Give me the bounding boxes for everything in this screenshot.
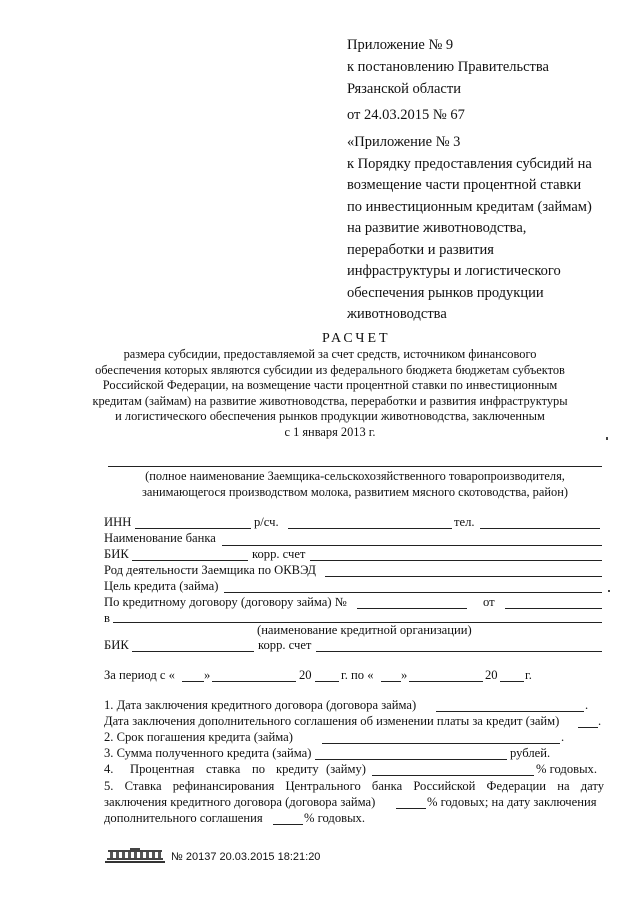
- corr-account2-label: корр. счет: [258, 638, 312, 652]
- appendix-9-line: к постановлению Правительства: [347, 59, 549, 75]
- appendix-3-line: возмещение части процентной ставки: [347, 177, 582, 193]
- scan-mark: [608, 590, 610, 592]
- item-5-line-1: 5. Ставка рефинансирования Центрального банка Российской Федерации на дату: [104, 779, 604, 793]
- appendix-3-line: «Приложение № 3: [347, 134, 461, 150]
- subtitle-line: обеспечения которых являются субсидии из федерального бюджета бюджетам субъектов: [95, 362, 565, 377]
- item-4-word: кредиту: [276, 762, 319, 776]
- bik-label: БИК: [104, 547, 129, 561]
- item-5-line-2b: % годовых; на дату заключения: [427, 795, 597, 809]
- item-4-word: (займу): [326, 762, 366, 776]
- item-5-line-3a: дополнительного соглашения: [104, 811, 263, 825]
- item-1b-field[interactable]: [578, 727, 598, 728]
- item-5-agreement-rate-field[interactable]: [273, 824, 303, 825]
- appendix-9-date: от 24.03.2015 № 67: [347, 107, 465, 123]
- item-4-num: 4.: [104, 762, 114, 776]
- borrower-note-line: (полное наименование Заемщика-сельскохозяйственного товаропроизводителя,: [145, 469, 565, 483]
- bank-name-field[interactable]: [222, 545, 602, 546]
- subtitle-line: кредитам (займам) на развитие животноводства, переработки и развития инфраструктуры: [92, 393, 568, 408]
- appendix-3-line: по инвестиционным кредитам (займам): [347, 198, 592, 215]
- credit-org-note: (наименование кредитной организации): [257, 623, 472, 637]
- document-subtitle: [60, 347, 600, 440]
- appendix-3-line: на развитие животноводства,: [347, 220, 527, 236]
- bik-field[interactable]: [132, 560, 248, 561]
- registration-stamp: № 20137 20.03.2015 18:21:20: [171, 851, 321, 863]
- okved-label: Род деятельности Заемщика по ОКВЭД: [104, 563, 316, 577]
- credit-purpose-label: Цель кредита (займа): [104, 579, 219, 593]
- period-start-year-field[interactable]: [315, 681, 339, 682]
- subtitle-line: Российской Федерации, на возмещение части процентной ставки по инвестиционным: [102, 378, 558, 392]
- item-3-label: 3. Сумма полученного кредита (займа): [104, 746, 312, 760]
- item-4-field[interactable]: [372, 775, 534, 776]
- item-5-line-2a: заключения кредитного договора (договора займа): [104, 795, 376, 809]
- appendix-3-block: [347, 132, 592, 326]
- item-1-label: 1. Дата заключения кредитного договора (договора займа): [104, 698, 417, 712]
- item-2-label: 2. Срок погашения кредита (займа): [104, 730, 293, 744]
- account-label: р/сч.: [254, 515, 279, 529]
- item-2-end: .: [561, 730, 565, 744]
- inn-label: ИНН: [104, 515, 132, 529]
- period-start-day-field[interactable]: [182, 681, 204, 682]
- item-4-word: ставка: [206, 762, 241, 776]
- appendix-9-line: Рязанской области: [347, 81, 461, 97]
- borrower-name-field[interactable]: [108, 466, 602, 467]
- appendix-3-line: обеспечения рынков продукции: [347, 284, 544, 301]
- period-start-month-field[interactable]: [212, 681, 296, 682]
- period-year-prefix: 20: [485, 668, 498, 682]
- period-close-quote: »: [401, 668, 408, 682]
- corr-account2-field[interactable]: [316, 651, 602, 652]
- period-end-year-field[interactable]: [500, 681, 524, 682]
- item-3-end: рублей.: [510, 746, 551, 760]
- subtitle-line: и логистического обеспечения рынков продукции животноводства, заключенным: [115, 409, 545, 423]
- borrower-note: [80, 468, 630, 500]
- phone-field[interactable]: [480, 528, 600, 529]
- appendix-3-line: животноводства: [347, 306, 447, 322]
- period-g-po: г. по «: [341, 668, 374, 682]
- scan-mark: [606, 437, 608, 440]
- contract-from-label: от: [483, 595, 495, 609]
- corr-account-field[interactable]: [310, 560, 602, 561]
- appendix-3-line: к Порядку предоставления субсидий на: [347, 155, 592, 172]
- item-4-word: Процентная: [130, 762, 195, 776]
- bik2-label: БИК: [104, 638, 129, 652]
- contract-date-field[interactable]: [505, 608, 602, 609]
- bik2-field[interactable]: [132, 651, 254, 652]
- appendix-3-line: переработки и развития: [347, 241, 494, 258]
- item-5-contract-rate-field[interactable]: [396, 808, 426, 809]
- appendix-3-line: инфраструктуры и логистического: [347, 263, 561, 279]
- building-logo-icon: [104, 848, 166, 864]
- contract-label: По кредитному договору (договору займа) №: [104, 595, 347, 609]
- item-2-field[interactable]: [322, 743, 560, 744]
- item-1b-label: Дата заключения дополнительного соглашения об изменении платы за кредит (займ): [104, 714, 560, 728]
- credit-org-prefix: в: [104, 611, 110, 625]
- item-5-line-3b: % годовых.: [304, 811, 365, 825]
- corr-account-label: корр. счет: [252, 547, 306, 561]
- item-1b-end: .: [598, 714, 602, 728]
- subtitle-line: размера субсидии, предоставляемой за счет средств, источником финансового: [123, 347, 537, 361]
- period-end-month-field[interactable]: [409, 681, 483, 682]
- account-field[interactable]: [288, 528, 452, 529]
- period-end-day-field[interactable]: [381, 681, 401, 682]
- appendix-9-line: Приложение № 9: [347, 37, 454, 53]
- period-close-quote: »: [204, 668, 211, 682]
- appendix-9-block: [347, 34, 549, 126]
- okved-field[interactable]: [325, 576, 602, 577]
- bank-name-label: Наименование банка: [104, 531, 216, 545]
- item-4-word: по: [252, 762, 266, 776]
- phone-label: тел.: [454, 515, 475, 529]
- credit-purpose-field[interactable]: [224, 592, 602, 593]
- item-3-field[interactable]: [315, 759, 507, 760]
- subtitle-line: с 1 января 2013 г.: [284, 424, 376, 439]
- item-1-end: .: [585, 698, 589, 712]
- borrower-note-line: занимающегося производством молока, развитием мясного скотоводства, район): [142, 485, 568, 499]
- document-title: РАСЧЕТ: [322, 331, 391, 346]
- item-4-end: % годовых.: [536, 762, 597, 776]
- period-label: За период с «: [104, 668, 175, 682]
- period-year-prefix: 20: [299, 668, 312, 682]
- period-g: г.: [525, 668, 532, 682]
- inn-field[interactable]: [135, 528, 251, 529]
- contract-number-field[interactable]: [357, 608, 467, 609]
- item-1-field[interactable]: [436, 711, 584, 712]
